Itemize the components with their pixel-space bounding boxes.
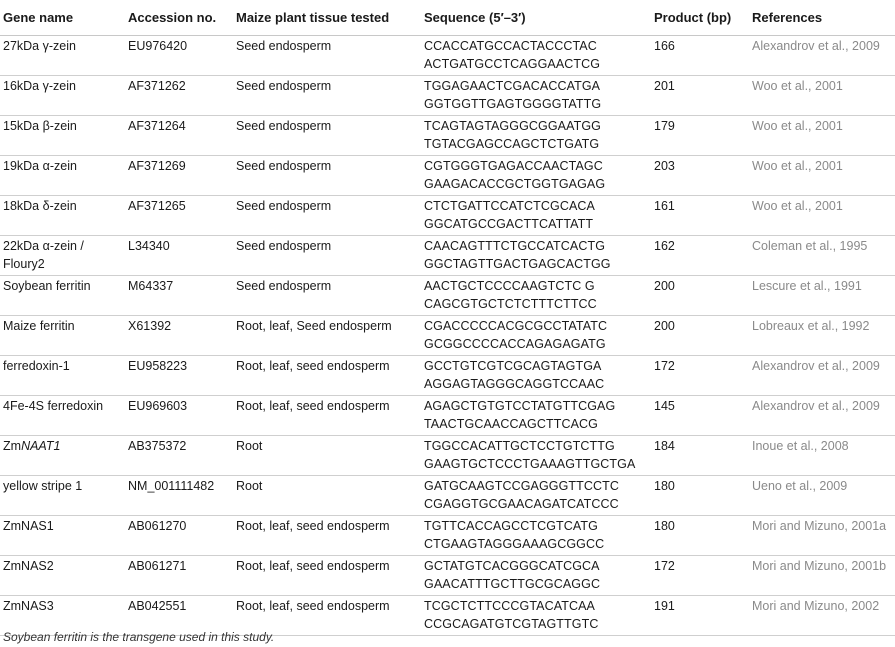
reverse-primer: GAAGACACCGCTGGTGAGAG: [424, 177, 606, 191]
reverse-primer: GGTGGTTGAGTGGGGTATTG: [424, 97, 602, 111]
reverse-primer: GAACATTTGCTTGCGCAGGC: [424, 577, 601, 591]
reference-cell: Coleman et al., 1995: [749, 236, 895, 276]
forward-primer: AGAGCTGTGTCCTATGTTCGAG: [424, 399, 616, 413]
reference-cell: Alexandrov et al., 2009: [749, 396, 895, 436]
accession-cell: AF371264: [125, 116, 233, 156]
gene-name: [3, 117, 125, 135]
forward-primer: TGTTCACCAGCCTCGTCATG: [424, 519, 598, 533]
tissue-cell: Seed endosperm: [233, 276, 421, 316]
reverse-primer: ACTGATGCCTCAGGAACTCG: [424, 57, 601, 71]
accession-cell: AF371265: [125, 196, 233, 236]
reference-cell: Mori and Mizuno, 2001a: [749, 516, 895, 556]
accession-cell: NM_001111482: [125, 476, 233, 516]
table-row-3: [0, 116, 895, 156]
gene-name-cell: [0, 36, 125, 76]
gene-name-part: ferredoxin-1: [3, 359, 70, 373]
tissue-cell: Seed endosperm: [233, 36, 421, 76]
header-accession: Accession no.: [125, 0, 233, 36]
reference-cell: Alexandrov et al., 2009: [749, 356, 895, 396]
product-size-cell: 172: [651, 556, 749, 596]
gene-name-part: ZmNAS2: [3, 559, 54, 573]
gene-name-cell: [0, 556, 125, 596]
gene-name: [3, 397, 125, 415]
reference-cell: Woo et al., 2001: [749, 156, 895, 196]
accession-cell: AB042551: [125, 596, 233, 636]
table-row-11: [0, 436, 895, 476]
gene-name-part: Maize ferritin: [3, 319, 75, 333]
accession-cell: EU976420: [125, 36, 233, 76]
forward-primer: TGGAGAACTCGACACCATGA: [424, 79, 601, 93]
gene-name-part: 16kDa γ-zein: [3, 79, 76, 93]
gene-name-cell: [0, 316, 125, 356]
forward-primer: CTCTGATTCCATCTCGCACA: [424, 199, 595, 213]
header-row: [0, 0, 895, 36]
gene-name: [3, 37, 125, 55]
product-size-cell: 200: [651, 276, 749, 316]
reference-cell: Inoue et al., 2008: [749, 436, 895, 476]
accession-cell: AF371262: [125, 76, 233, 116]
gene-name: [3, 357, 125, 375]
reference-cell: Alexandrov et al., 2009: [749, 36, 895, 76]
table-row-10: [0, 396, 895, 436]
reverse-primer: TGTACGAGCCAGCTCTGATG: [424, 137, 600, 151]
gene-name-continued: Floury2: [3, 257, 45, 271]
reference-cell: Mori and Mizuno, 2002: [749, 596, 895, 636]
tissue-cell: Root: [233, 476, 421, 516]
tissue-cell: Root, leaf, seed endosperm: [233, 596, 421, 636]
product-size-cell: 201: [651, 76, 749, 116]
accession-cell: AB061270: [125, 516, 233, 556]
table-row-7: [0, 276, 895, 316]
sequence-cell: [421, 116, 651, 156]
reference-cell: Mori and Mizuno, 2001b: [749, 556, 895, 596]
reference-cell: Ueno et al., 2009: [749, 476, 895, 516]
gene-name-cell: [0, 76, 125, 116]
table-footnote: Soybean ferritin is the transgene used in this study.: [3, 630, 275, 644]
forward-primer: CCACCATGCCACTACCCTAC: [424, 39, 597, 53]
table-header: [0, 0, 895, 36]
product-size-cell: 180: [651, 476, 749, 516]
gene-name: [3, 77, 125, 95]
gene-name-cell: [0, 476, 125, 516]
accession-cell: EU958223: [125, 356, 233, 396]
reference-cell: Woo et al., 2001: [749, 76, 895, 116]
accession-cell: M64337: [125, 276, 233, 316]
accession-cell: EU969603: [125, 396, 233, 436]
product-size-cell: 162: [651, 236, 749, 276]
product-size-cell: 145: [651, 396, 749, 436]
forward-primer: GCCTGTCGTCGCAGTAGTGA: [424, 359, 602, 373]
accession-cell: X61392: [125, 316, 233, 356]
gene-name-part: ZmNAS1: [3, 519, 54, 533]
reverse-primer: TAACTGCAACCAGCTTCACG: [424, 417, 598, 431]
sequence-cell: [421, 36, 651, 76]
gene-name-part: NAAT1: [21, 439, 61, 453]
gene-name: [3, 317, 125, 335]
product-size-cell: 203: [651, 156, 749, 196]
gene-name-part: yellow stripe 1: [3, 479, 83, 493]
reference-cell: Lobreaux et al., 1992: [749, 316, 895, 356]
reference-cell: Lescure et al., 1991: [749, 276, 895, 316]
product-size-cell: 179: [651, 116, 749, 156]
gene-name-part: 15kDa β-zein: [3, 119, 77, 133]
sequence-cell: [421, 436, 651, 476]
header-sequence: Sequence (5′–3′): [421, 0, 651, 36]
sequence-cell: [421, 276, 651, 316]
sequence-cell: [421, 516, 651, 556]
tissue-cell: Seed endosperm: [233, 196, 421, 236]
gene-name-part: Zm: [3, 439, 22, 453]
reverse-primer: GCGGCCCCACCAGAGAGATG: [424, 337, 606, 351]
table-row-4: [0, 156, 895, 196]
header-references: References: [749, 0, 895, 36]
accession-cell: AB375372: [125, 436, 233, 476]
header-tissue: Maize plant tissue tested: [233, 0, 421, 36]
forward-primer: AACTGCTCCCCAAGTCTC G: [424, 279, 595, 293]
product-size-cell: 180: [651, 516, 749, 556]
accession-cell: AF371269: [125, 156, 233, 196]
sequence-cell: [421, 156, 651, 196]
table-row-9: [0, 356, 895, 396]
accession-cell: L34340: [125, 236, 233, 276]
gene-name-part: 18kDa δ-zein: [3, 199, 77, 213]
gene-name-part: Soybean ferritin: [3, 279, 91, 293]
product-size-cell: 161: [651, 196, 749, 236]
product-size-cell: 166: [651, 36, 749, 76]
tissue-cell: Seed endosperm: [233, 76, 421, 116]
sequence-cell: [421, 76, 651, 116]
gene-name: [3, 557, 125, 575]
gene-name: [3, 477, 125, 495]
gene-name: [3, 517, 125, 535]
gene-name-cell: [0, 156, 125, 196]
forward-primer: TGGCCACATTGCTCCTGTCTTG: [424, 439, 615, 453]
tissue-cell: Seed endosperm: [233, 236, 421, 276]
tissue-cell: Seed endosperm: [233, 156, 421, 196]
gene-name: [3, 197, 125, 215]
tissue-cell: Root, leaf, seed endosperm: [233, 396, 421, 436]
sequence-cell: [421, 196, 651, 236]
gene-name-cell: [0, 396, 125, 436]
reference-cell: Woo et al., 2001: [749, 196, 895, 236]
table-row-6: [0, 236, 895, 276]
accession-cell: AB061271: [125, 556, 233, 596]
gene-name-part: 22kDa α-zein /: [3, 239, 84, 253]
reverse-primer: GGCATGCCGACTTCATTATT: [424, 217, 594, 231]
gene-name-cell: [0, 436, 125, 476]
gene-name-cell: [0, 356, 125, 396]
header-gene-name: Gene name: [0, 0, 125, 36]
gene-name-part: 19kDa α-zein: [3, 159, 77, 173]
header-product: Product (bp): [651, 0, 749, 36]
sequence-cell: [421, 356, 651, 396]
table-row-1: [0, 36, 895, 76]
forward-primer: GATGCAAGTCCGAGGGTTCCTC: [424, 479, 620, 493]
product-size-cell: 172: [651, 356, 749, 396]
tissue-cell: Root, leaf, Seed endosperm: [233, 316, 421, 356]
gene-name-part: 27kDa γ-zein: [3, 39, 76, 53]
gene-name: [3, 597, 125, 615]
sequence-cell: [421, 316, 651, 356]
tissue-cell: Root: [233, 436, 421, 476]
gene-name-cell: [0, 196, 125, 236]
product-size-cell: 200: [651, 316, 749, 356]
reverse-primer: CAGCGTGCTCTCTTTCTTCC: [424, 297, 597, 311]
tissue-cell: Seed endosperm: [233, 116, 421, 156]
reverse-primer: CTGAAGTAGGGAAAGCGGCC: [424, 537, 605, 551]
table-row-5: [0, 196, 895, 236]
reverse-primer: AGGAGTAGGGCAGGTCCAAC: [424, 377, 605, 391]
sequence-cell: [421, 236, 651, 276]
table-body: [0, 36, 895, 636]
tissue-cell: Root, leaf, seed endosperm: [233, 556, 421, 596]
tissue-cell: Root, leaf, seed endosperm: [233, 516, 421, 556]
sequence-cell: [421, 596, 651, 636]
reverse-primer: CCGCAGATGTCGTAGTTGTC: [424, 617, 599, 631]
sequence-cell: [421, 396, 651, 436]
tissue-cell: Root, leaf, seed endosperm: [233, 356, 421, 396]
gene-name-cell: [0, 276, 125, 316]
reverse-primer: GAAGTGCTCCCTGAAAGTTGCTGA: [424, 457, 636, 471]
sequence-cell: [421, 556, 651, 596]
table-row-2: [0, 76, 895, 116]
gene-name: [3, 277, 125, 295]
product-size-cell: 191: [651, 596, 749, 636]
reverse-primer: CGAGGTGCGAACAGATCATCCC: [424, 497, 619, 511]
forward-primer: CAACAGTTTCTGCCATCACTG: [424, 239, 606, 253]
forward-primer: GCTATGTCACGGGCATCGCA: [424, 559, 600, 573]
gene-name: [3, 237, 125, 255]
forward-primer: TCAGTAGTAGGGCGGAATGG: [424, 119, 602, 133]
reference-cell: Woo et al., 2001: [749, 116, 895, 156]
gene-name-cell: [0, 236, 125, 276]
forward-primer: CGTGGGTGAGACCAACTAGC: [424, 159, 603, 173]
gene-name-part: ZmNAS3: [3, 599, 54, 613]
forward-primer: CGACCCCCACGCGCCTATATC: [424, 319, 608, 333]
table-row-14: [0, 556, 895, 596]
reverse-primer: GGCTAGTTGACTGAGCACTGG: [424, 257, 611, 271]
gene-name-part: 4Fe-4S ferredoxin: [3, 399, 104, 413]
product-size-cell: 184: [651, 436, 749, 476]
gene-name: [3, 157, 125, 175]
gene-name-cell: [0, 516, 125, 556]
gene-name: [3, 437, 125, 455]
sequence-cell: [421, 476, 651, 516]
gene-name-cell: [0, 116, 125, 156]
table-row-8: [0, 316, 895, 356]
forward-primer: TCGCTCTTCCCGTACATCAA: [424, 599, 595, 613]
table-row-12: [0, 476, 895, 516]
table-row-13: [0, 516, 895, 556]
